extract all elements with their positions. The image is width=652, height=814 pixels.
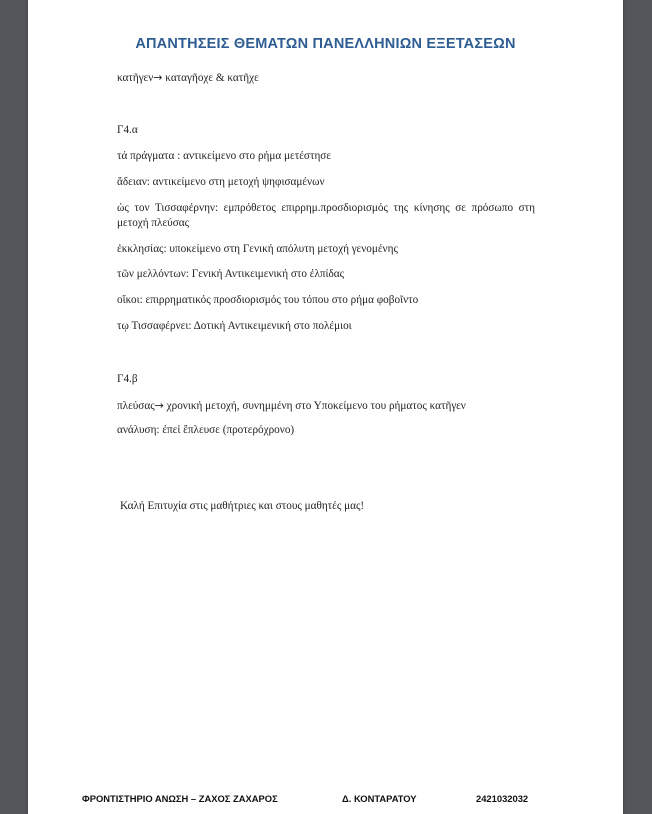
section-b-heading: Γ4.β — [117, 373, 138, 385]
page-title: ΑΠΑΝΤΗΣΕΙΣ ΘΕΜΑΤΩΝ ΠΑΝΕΛΛΗΝΙΩΝ ΕΞΕΤΑΣΕΩΝ — [135, 36, 516, 52]
section-a-item: ἄδειαν: αντικείμενο στη μετοχή ψηφισαμένων — [117, 176, 325, 188]
section-a-item: οἴκοι: επιρρηματικός προσδιορισμός του τόπου στο ρήμα φοβοῖντο — [117, 294, 419, 306]
section-a-item: ἐκκλησίας: υποκείμενο στη Γενική απόλυτη μετοχή γενομένης — [117, 243, 398, 255]
arrow-icon: → — [153, 71, 163, 84]
arrow-icon: → — [154, 399, 164, 412]
section-a-item: τά πράγματα : αντικείμενο στο ρήμα μετέστησε — [117, 150, 332, 162]
footer-phone: 2421032032 — [476, 793, 529, 804]
footer-address: Δ. ΚΟΝΤΑΡΑΤΟΥ — [342, 793, 417, 804]
section-b-line: ανάλυση: ἐπεἰ ἔπλευσε (προτερόχρονο) — [117, 424, 295, 436]
section-a-item: ὡς τον Τισσαφέρνην: εμπρόθετος επιρρημ.προσδιορισμός της κίνησης σε πρόσωπο στη μετοχή πλεύσας — [117, 202, 535, 229]
section-a-item: τῳ Τισσαφέρνει: Δοτική Αντικειμενική στο πολέμιοι — [117, 320, 352, 332]
section-a-item: τῶν μελλόντων: Γενική Αντικειμενική στο ἐλπίδας — [117, 268, 345, 280]
intro-line — [117, 71, 259, 84]
section-b-line — [117, 399, 466, 412]
document-page — [28, 0, 623, 814]
intro-line-before: κατῆγεν — [117, 72, 154, 84]
section-b-line-before: πλεύσας — [117, 400, 155, 412]
section-a-heading: Γ4.α — [117, 124, 138, 136]
intro-line-after: καταγῆοχε & κατῆχε — [162, 72, 259, 84]
footer-school: ΦΡΟΝΤΙΣΤΗΡΙΟ ΑΝΩΣΗ – ΖΑΧΟΣ ΖΑΧΑΡΟΣ — [82, 793, 278, 804]
closing-message: Καλή Επιτυχία στις μαθήτριες και στους μαθητές μας! — [120, 500, 365, 512]
section-b-line-after: χρονική μετοχή, συνημμένη στο Υποκείμενο του ρήματος κατῆγεν — [163, 400, 466, 412]
